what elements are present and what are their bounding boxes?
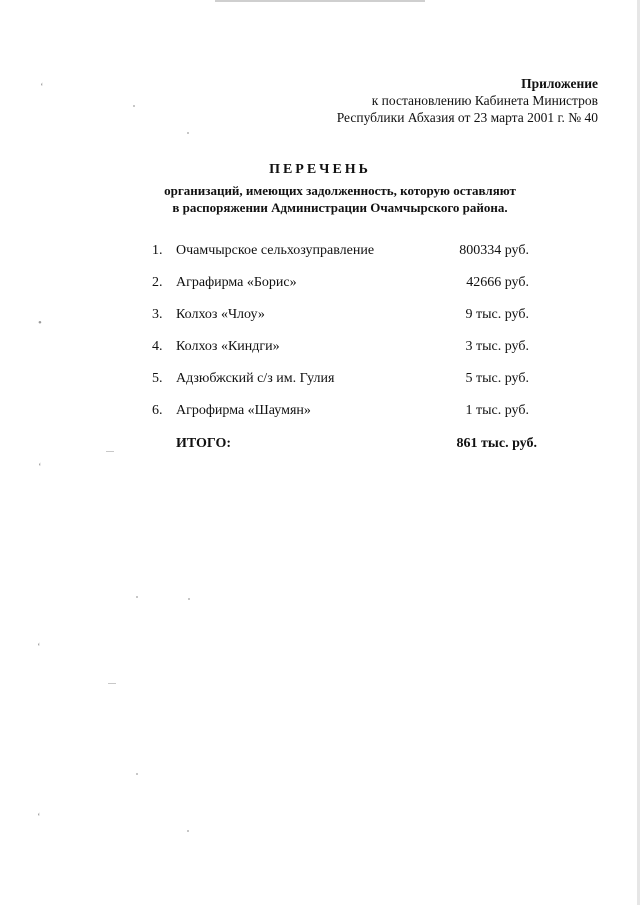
item-amount: 1 тыс. руб.	[465, 403, 529, 418]
item-name: Аграфирма «Борис»	[176, 275, 297, 290]
item-amount: 3 тыс. руб.	[465, 339, 529, 354]
scan-speck	[187, 132, 189, 134]
list-item	[0, 243, 640, 263]
list-item	[0, 307, 640, 327]
subtitle-line-2: в распоряжении Администрации Очамчырского района.	[172, 200, 508, 215]
scan-speck: ‘	[37, 811, 41, 823]
appendix-header	[337, 75, 598, 126]
scan-top-edge	[215, 0, 425, 2]
scan-speck: ‘	[38, 461, 42, 473]
scan-speck: •	[38, 317, 42, 329]
list-item	[0, 275, 640, 295]
item-amount: 5 тыс. руб.	[465, 371, 529, 386]
appendix-decree-line: к постановлению Кабинета Министров	[371, 93, 598, 108]
list-item	[0, 339, 640, 359]
scan-speck	[136, 596, 138, 598]
list-item	[0, 403, 640, 423]
scan-speck	[108, 683, 116, 684]
item-name: Агрофирма «Шаумян»	[176, 403, 311, 418]
list-subtitle	[0, 182, 640, 216]
subtitle-line-1: организаций, имеющих задолженность, которую оставляют	[164, 183, 516, 198]
total-label: ИТОГО:	[176, 436, 232, 451]
item-number: 2.	[152, 275, 163, 290]
item-amount: 800334 руб.	[459, 243, 529, 258]
appendix-label: Приложение	[521, 76, 598, 91]
item-amount: 9 тыс. руб.	[465, 307, 529, 322]
list-item	[0, 371, 640, 391]
scan-speck	[106, 451, 114, 452]
item-number: 6.	[152, 403, 163, 418]
total-value: 861 тыс. руб.	[456, 436, 537, 451]
item-number: 1.	[152, 243, 163, 258]
scan-speck: ‘	[37, 641, 41, 653]
appendix-date-line: Республики Абхазия от 23 марта 2001 г. № 40	[336, 110, 598, 125]
item-number: 5.	[152, 371, 163, 386]
list-title: ПЕРЕЧЕНЬ	[269, 162, 371, 177]
item-name: Колхоз «Члоу»	[176, 307, 265, 322]
item-number: 3.	[152, 307, 163, 322]
scan-speck	[133, 105, 135, 107]
item-amount: 42666 руб.	[466, 275, 529, 290]
item-number: 4.	[152, 339, 163, 354]
item-name: Колхоз «Киндги»	[176, 339, 280, 354]
item-name: Адзюбжский с/з им. Гулия	[176, 371, 335, 386]
scan-speck	[188, 598, 190, 600]
scan-speck	[187, 830, 189, 832]
scan-speck: ‘	[40, 81, 44, 93]
scan-speck	[136, 773, 138, 775]
item-name: Очамчырское сельхозуправление	[176, 243, 375, 258]
